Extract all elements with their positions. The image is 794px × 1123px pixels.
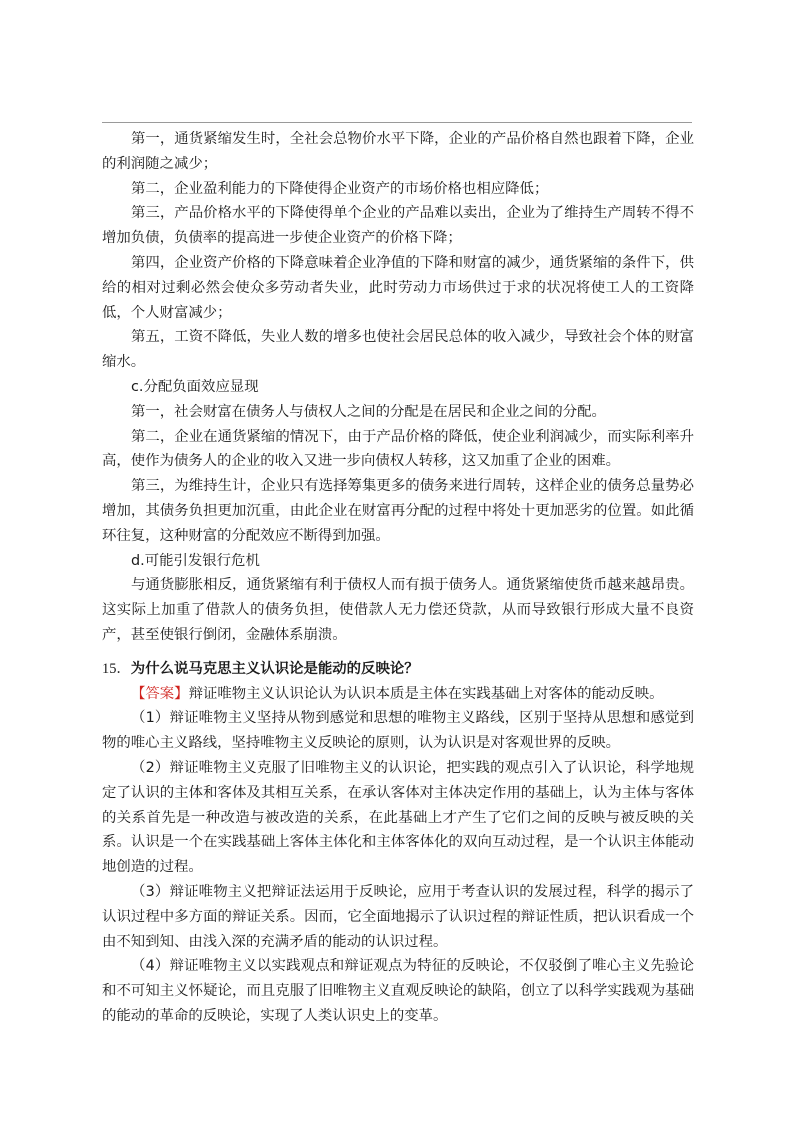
answer-point: （4）辩证唯物主义以实践观点和辩证观点为特征的反映论，不仅驳倒了唯心主义先验论和不可知主义怀疑论，而且克服了旧唯物主义直观反映论的缺陷，创立了以科学实践观为基础的能动的革命的反映论，实现了人类认识史上的变革。 bbox=[102, 958, 694, 1024]
answer-intro bbox=[102, 682, 694, 707]
paragraph: 第二，企业在通货紧缩的情况下，由于产品价格的降低，使企业利润减少，而实际利率升高，使作为债务人的企业的收入又进一步向债权人转移，这又加重了企业的困难。 bbox=[102, 428, 694, 470]
paragraph: 与通货膨胀相反，通货紧缩有利于债权人而有损于债务人。通货紧缩使货币越来越昂贵。这实际上加重了借款人的债务负担，使借款人无力偿还贷款，从而导致银行形成大量不良资产，甚至使银行倒闭，金融体系崩溃。 bbox=[102, 577, 694, 643]
paragraph: 第五，工资不降低，失业人数的增多也使社会居民总体的收入减少，导致社会个体的财富缩水。 bbox=[102, 329, 694, 371]
answer-intro-text: 辩证唯物主义认识论认为认识本质是主体在实践基础上对客体的能动反映。 bbox=[188, 685, 664, 702]
answer-point: （1）辩证唯物主义坚持从物到感觉和思想的唯物主义路线，区别于坚持从思想和感觉到物的唯心主义路线，坚持唯物主义反映论的原则，认为认识是对客观世界的反映。 bbox=[102, 710, 694, 752]
question-heading bbox=[102, 657, 694, 682]
answer-point: （3）辩证唯物主义把辩证法运用于反映论，应用于考查认识的发展过程，科学的揭示了认识过程中多方面的辩证关系。因而，它全面地揭示了认识过程的辩证性质，把认识看成一个由不知到知、由浅入深的充满矛盾的能动的认识过程。 bbox=[102, 883, 694, 950]
answer-tag: 【答案】 bbox=[131, 685, 189, 702]
paragraph: 第四，企业资产价格的下降意味着企业净值的下降和财富的减少，通货紧缩的条件下，供给的相对过剩必然会使众多劳动者失业，此时劳动力市场供过于求的状况将使工人的工资降低，个人财富减少； bbox=[102, 254, 694, 321]
paragraph: 第三，产品价格水平的下降使得单个企业的产品难以卖出，企业为了维持生产周转不得不增加负债，负债率的提高进一步使企业资产的价格下降； bbox=[102, 205, 694, 247]
paragraph: 第三，为维持生计，企业只有选择筹集更多的债务来进行周转，这样企业的债务总量势必增加，其债务负担更加沉重，由此企业在财富再分配的过程中将处十更加恶劣的位置。如此循环往复，这种财富的分配效应不断得到加强。 bbox=[102, 478, 694, 544]
paragraph: 第一，社会财富在债务人与债权人之间的分配是在居民和企业之间的分配。 bbox=[131, 403, 606, 420]
header-rule bbox=[102, 122, 692, 123]
paragraph: 第一，通货紧缩发生时，全社会总物价水平下降，企业的产品价格自然也跟着下降，企业的利润随之减少； bbox=[102, 131, 694, 172]
question-text: 为什么说马克思主义认识论是能动的反映论？ bbox=[130, 660, 419, 677]
question-number: 15． bbox=[102, 660, 131, 677]
subheading: d.可能引发银行危机 bbox=[131, 552, 260, 569]
paragraph: 第二，企业盈利能力的下降使得企业资产的市场价格也相应降低； bbox=[131, 180, 549, 197]
document-body bbox=[102, 127, 694, 1029]
answer-point: （2）辩证唯物主义克服了旧唯物主义的认识论，把实践的观点引入了认识论，科学地规定了认识的主体和客体及其相互关系，在承认客体对主体决定作用的基础上，认为主体与客体的关系首先是一种改造与被改造的关系，在此基础上才产生了它们之间的反映与被反映的关系。认识是一个在实践基础上客体主体化和主体客体化的双向互动过程，是一个认识主体能动地创造的过程。 bbox=[102, 759, 694, 876]
subheading: c.分配负面效应显现 bbox=[131, 378, 259, 395]
